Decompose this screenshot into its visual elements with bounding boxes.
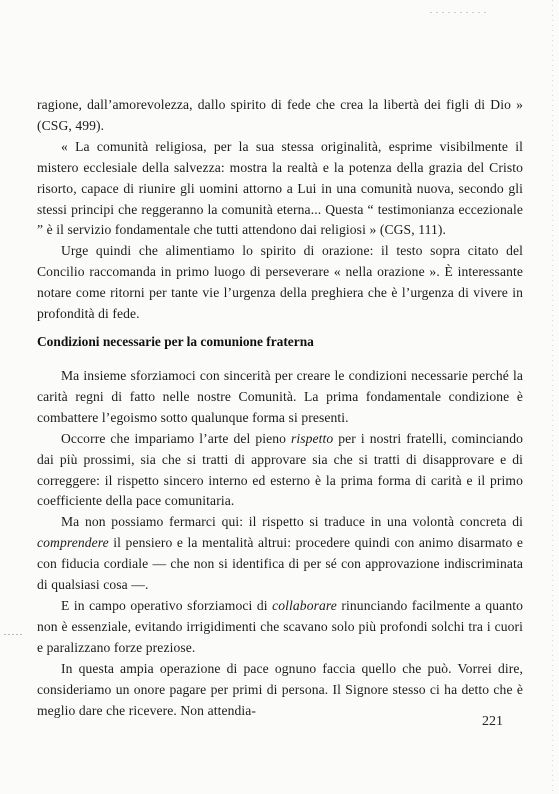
paragraph [37, 596, 523, 659]
paragraph: In questa ampia operazione di pace ognuno faccia quello che può. Vorrei dire, consideriamo un onore pagare per primi di persona. Il Signore stesso ci ha detto che è meglio dare che ricevere. Non attendia- [37, 660, 523, 718]
paragraph: Ma insieme sforziamoci con sincerità per creare le condizioni necessarie perché la carità regni di fatto nelle nostre Comunità. La prima fondamentale condizione è combattere l’egoismo sotto qualunque forma si presenti. [37, 368, 523, 425]
paragraph [37, 512, 523, 596]
paragraph: Urge quindi che alimentiamo lo spirito di orazione: il testo sopra citato del Concilio raccomanda in primo luogo di perseverare « nella orazione ». È interessante notare come ritorni per tante vie l’urgenza della preghiera che è l’urgenza di vivere in profondità di fede. [37, 243, 523, 322]
emphasis: comprendere [37, 535, 109, 551]
margin-mark [4, 634, 24, 635]
page-edge [552, 0, 553, 794]
paragraph-text: Occorre che impariamo l’arte del pieno [61, 430, 291, 446]
section-heading: Condizioni necessarie per la comunione fraterna [37, 334, 314, 349]
text-block-bottom [37, 366, 523, 721]
paragraph: ragione, dall’amorevolezza, dallo spirito di fede che crea la libertà dei figli di Dio » (CSG, 499). [37, 97, 523, 133]
emphasis: rispetto [290, 430, 334, 446]
scan-mark-top [430, 12, 490, 13]
page-number: 221 [482, 714, 503, 729]
emphasis: collaborare [272, 597, 337, 613]
paragraph-text: per i nostri fratelli, cominciando dai più prossimi, sia che si tratti di approvare sia che si tratti di disapprovare e di correggere: il rispetto sincero interno ed esterno è la prima forma di carità e il primo coefficiente della pace comunitaria. [37, 430, 523, 509]
paragraph-text: il pensiero e la mentalità altrui: procedere quindi con animo disarmato e con fiducia cordiale — che non si identifica di per sé con approvazione indiscriminata di qualsiasi cosa —. [37, 535, 523, 593]
paragraph-text: rinunciando facilmente a quanto non è essenziale, evitando irrigidimenti che scavano solo più profondi solchi tra i cuori e paralizzano forze preziose. [37, 597, 523, 655]
text-block-top [37, 95, 523, 325]
paragraph: « La comunità religiosa, per la sua stessa originalità, esprime visibilmente il mistero ecclesiale della salvezza: mostra la realtà e la potenza della grazia del Cristo risorto, capace di riunire gli uomini attorno a Lui in una comunità nuova, secondo gli stessi principi che reggeranno la comunità eterna... Questa “ testimonianza eccezionale ” è il servizio fondamentale che tutti attendono dai religiosi » (CGS, 111). [37, 138, 523, 238]
paragraph-text: E in campo operativo sforziamoci di [61, 597, 273, 613]
paragraph [37, 429, 523, 513]
paragraph-text: Ma non possiamo fermarci qui: il rispetto si traduce in una volontà concreta di [61, 514, 523, 530]
